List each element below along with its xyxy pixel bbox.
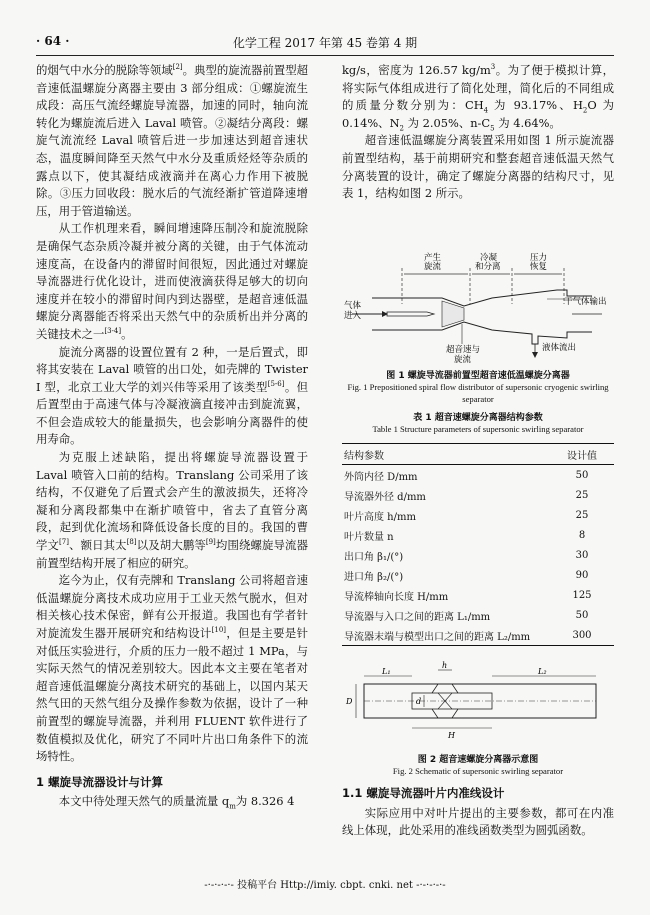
paragraph: 旋流分离器的设置位置有 2 种，一是后置式，即将其安装在 Laval 喷管的出口处，如壳牌的 Twister I 型，北京工业大学的刘兴伟等采用了该类型[5-6]。但后置型由于高速气体与冷凝液滴直接冲击到旋流翼，不但会造成较大的能量损失，也会影响分离器件的使用寿命。 (36, 344, 308, 447)
label-gen: 产生旋流 (424, 253, 442, 272)
header-rule (36, 55, 614, 56)
label-press: 压力恢复 (530, 253, 548, 272)
cell-value: 25 (575, 509, 589, 521)
label-outlet: 干气体输出 (564, 297, 607, 307)
table-row (342, 485, 614, 505)
table-1-caption (342, 410, 614, 435)
page-number: · 64 · (36, 34, 70, 48)
paragraph: 从工作机理来看，瞬间增速降压制冷和旋流脱除是确保气态杂质冷凝并被分离的关键，由于气体流动速度高，在设备内的滞留时间很短，因此通过对螺旋导流器进行优化设计，进而使液滴获得足够大的切向速度并在较小的滞留时间内到达器壁，是超音速低温螺旋分离器能否将采出天然气中的杂质析出并分离的关键技术之一[3-4]。 (36, 221, 308, 341)
cell-value: 90 (575, 569, 589, 581)
paragraph: 为克服上述缺陷，提出将螺旋导流器设置于 Laval 喷管入口前的结构。Translang 公司采用了该结构，不仅避免了后置式会产生的激波损失，还将冷凝和分离段都集中在渐扩喷管中，省去了直管分离段，起到优化流场和降低设备长度的目的。我国的曹学文[7]、额日其太[8]以及胡大鹏等[9]均围绕螺旋导流器前置型结构开展了相应的研究。 (36, 450, 308, 570)
left-column (36, 62, 308, 811)
label-L2: L₂ (538, 667, 547, 676)
label-L1: L₁ (382, 667, 391, 676)
section-heading: 1.1 螺旋导流器叶片内准线设计 (342, 786, 505, 800)
cell-value: 30 (575, 549, 589, 561)
figure-1 (342, 246, 614, 406)
paragraph: 超音速低温螺旋分离装置采用如图 1 所示旋流器前置型结构，基于前期研究和整套超音速低温天然气分离装置的设计，确定了螺旋分离器的结构尺寸，见表 1，结构如图 2 所示。 (342, 133, 614, 201)
cell-value: 25 (575, 489, 589, 501)
paragraph: 迄今为止，仅有壳牌和 Translang 公司将超音速低温螺旋分离技术成功应用于工业天然气脱水，但对相关核心技术保密，鲜有公开报道。我国也有学者针对旋流发生器开展研究和结构设计[10]，但是主要是针对低压实验进行，介质的压力一般不超过 1 MPa，与实际天然气的情况差别较大。因此本文主要在笔者对超音速低温螺旋分离技术研究的基础上，以国内某天然气田的天然气组分及操作参数为依据，设计了一种前置型的螺旋导流器，并利用 FLUENT 软件进行了数值模拟及优化，研究了不同叶片出口角条件下的流场特性。 (36, 573, 308, 764)
cell-param: 出口角 β₁/(°) (344, 551, 404, 563)
figure-1-caption-cn: 图 1 螺旋导流器前置型超音速低温螺旋分离器 (386, 371, 570, 381)
cell-param: 外筒内径 D/mm (344, 471, 418, 483)
cell-param: 导流棒轴向长度 H/mm (344, 591, 449, 603)
table-row (342, 605, 614, 625)
right-column-bottom (342, 785, 614, 840)
label-liquid: 液体流出 (542, 343, 577, 353)
label-nozzle: 超音速与旋流 (446, 345, 481, 364)
journal-title: 化学工程 2017 年第 45 卷第 4 期 (232, 36, 418, 50)
label-h: h (442, 661, 448, 670)
cell-param: 导流器外径 d/mm (344, 491, 426, 503)
table-1 (342, 443, 614, 646)
cell-param: 叶片数量 n (344, 531, 394, 543)
figure-2-caption-en: Fig. 2 Schematic of supersonic swirling separator (392, 766, 564, 776)
label-inlet: 气体进入 (344, 301, 362, 321)
label-cond: 冷凝和分离 (475, 253, 501, 272)
table-row (342, 465, 614, 486)
paragraph: 的烟气中水分的脱除等领域[2]。典型的旋流器前置型超音速低温螺旋分离器主要由 3 部分组成：①螺旋流生成段：高压气流经螺旋导流器，加速的同时，轴向流转化为螺旋流后进入 Laval 喷管。②凝结分离段：螺旋气流流经 Laval 喷管后进一步加速达到超音速状态，温度瞬间降至天然气中水分及重质烃烃等杂质的露点以下，使其凝结成液滴并在离心力作用下被脱除。③压力回收段：脱水后的气流经渐扩管道降速增压，用于管道输送。 (36, 63, 308, 218)
cell-value: 125 (572, 589, 592, 601)
cell-param: 导流器与入口之间的距离 L₁/mm (344, 611, 491, 623)
cell-param: 叶片高度 h/mm (344, 511, 416, 523)
figure-2-caption-cn: 图 2 超音速螺旋分离器示意图 (417, 755, 539, 765)
section-heading: 1 螺旋导流器设计与计算 (36, 774, 164, 789)
footer: -·-·-·-·- 投稿平台 Http://imiy. cbpt. cnki. net -·-·-·-·- (204, 880, 446, 891)
label-H: H (448, 731, 455, 740)
table-1-caption-en: Table 1 Structure parameters of supersonic swirling separator (372, 424, 584, 434)
table-row (342, 505, 614, 525)
separator-diagram (342, 246, 614, 364)
label-D: D (346, 697, 353, 706)
paragraph: 本文中待处理天然气的质量流量 $q_m$为 8.326 4 (58, 794, 295, 811)
right-column-top (342, 62, 614, 203)
table-row (342, 585, 614, 605)
cell-value: 50 (575, 609, 589, 621)
cell-value: 8 (578, 529, 586, 541)
running-header (36, 34, 614, 54)
separator-schematic (342, 660, 614, 748)
paragraph: kg/s，密度为 126.57 $kg/m^3$。为了便于模拟计算，将实际气体组成进行了简化处理，简化后的不同组成的质量分数分别为：$CH_4$ 为 93.17%、$H_2O$ 为 0.14%、$N_2$ 为 2.05%、$n-C_5$ 为 4.64%。 (342, 63, 615, 133)
figure-1-caption-en: Fig. 1 Prepositioned spiral flow distributor of supersonic cryogenic swirling separator (347, 382, 609, 404)
table-row (342, 565, 614, 585)
table-row (342, 625, 614, 646)
table-row (342, 545, 614, 565)
table-header-row (342, 444, 614, 465)
cell-value: 300 (572, 629, 592, 641)
cell-param: 进口角 β₂/(°) (344, 571, 404, 583)
figure-2 (342, 660, 614, 780)
table-row (342, 525, 614, 545)
cell-param: 导流器末端与模型出口之间的距离 L₂/mm (344, 631, 531, 643)
table-1-caption-cn: 表 1 超音速螺旋分离器结构参数 (413, 413, 543, 423)
paragraph: 实际应用中对叶片提出的主要参数，都可在内准线上体现，此处采用的准线函数类型为圆弧函数。 (342, 805, 614, 838)
col-header-param: 结构参数 (344, 450, 384, 462)
col-header-value: 设计值 (567, 450, 597, 462)
cell-value: 50 (575, 469, 589, 481)
label-d: d (416, 697, 422, 706)
